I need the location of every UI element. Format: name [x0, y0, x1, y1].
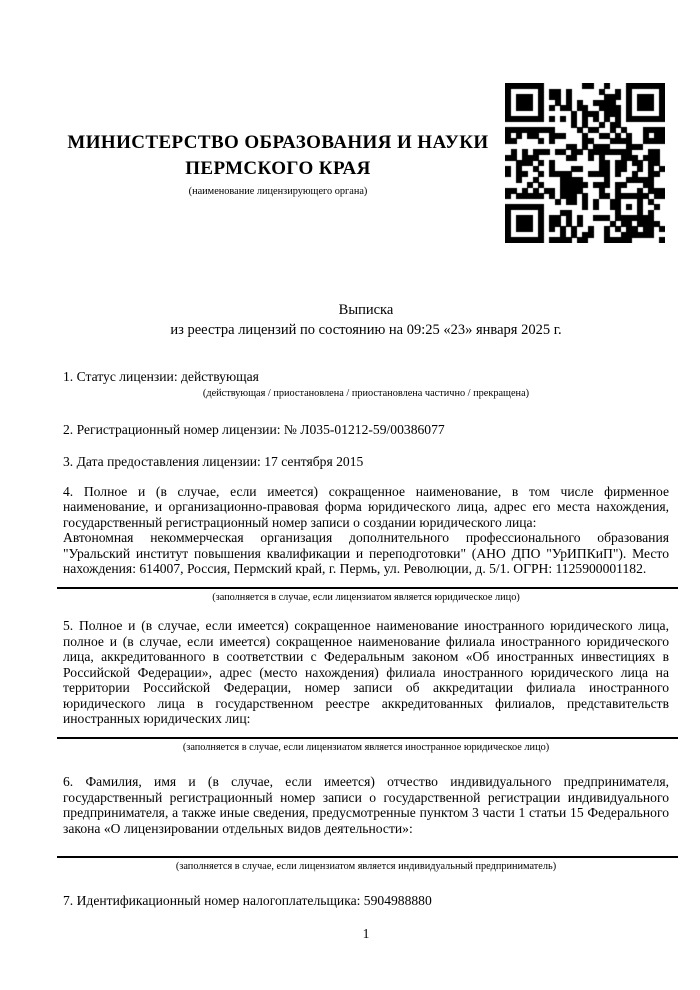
ministry-header: [40, 130, 516, 198]
document-title-line1: Выписка: [338, 302, 394, 318]
ministry-name-line2: ПЕРМСКОГО КРАЯ: [185, 158, 371, 179]
qr-code-icon: [505, 83, 665, 243]
license-status-line: 1. Статус лицензии: действующая: [63, 368, 259, 384]
page-number: 1: [362, 926, 370, 941]
foreign-entity-caption: (заполняется в случае, если лицензиатом является иностранное юридическое лицо): [182, 741, 550, 753]
license-grant-date-line: 3. Дата предоставления лицензии: 17 сентября 2015: [63, 453, 364, 469]
document-title-line2: из реестра лицензий по состоянию на 09:25 «23» января 2025 г.: [170, 321, 562, 338]
entrepreneur-section: 6. Фамилия, имя и (в случае, если имеется) отчество индивидуального предпринимателя, государственный регистрационный номер записи о государственной регистрации индивидуального предпринимателя, а также иные сведения, предусмотренные пунктом 3 части 1 статьи 15 Федерального закона «О лицензировании отдельных видов деятельности»:: [63, 774, 669, 836]
fill-in-line-legal-entity: [57, 587, 678, 589]
document-title: [63, 301, 669, 340]
legal-entity-value: Автономная некоммерческая организация дополнительного профессионального образования "Уральский институт повышения квалификации и переподготовки" (АНО ДПО "УрИПКиП"). Место нахождения: 614007, Россия, Пермский край, г. Пермь, ул. Революции, д. 5/1. ОГРН: 1125900001182.: [63, 530, 669, 577]
fill-in-line-foreign-entity: [57, 737, 678, 739]
ministry-caption: (наименование лицензирующего органа): [188, 186, 368, 197]
ministry-name-line1: МИНИСТЕРСТВО ОБРАЗОВАНИЯ И НАУКИ: [67, 132, 489, 153]
entrepreneur-caption: (заполняется в случае, если лицензиатом является индивидуальный предприниматель): [175, 860, 557, 872]
legal-entity-caption: (заполняется в случае, если лицензиатом является юридическое лицо): [212, 591, 520, 603]
fill-in-line-entrepreneur: [57, 856, 678, 858]
registration-number-line: 2. Регистрационный номер лицензии: № Л035-01212-59/00386077: [63, 421, 445, 437]
foreign-entity-section: 5. Полное и (в случае, если имеется) сокращенное наименование иностранного юридического лица, полное и (в случае, если имеется) сокращенное наименование филиала иностранного юридического лица, аккредитованного в соответствии с Федеральным законом «Об иностранных инвестициях в Российской Федерации», адрес (место нахождения) филиала иностранного юридического лица на территории Российской Федерации, номер записи об аккредитации филиала иностранного юридического лица в государственном реестре аккредитованных филиалов, представительств иностранных юридических лиц:: [63, 618, 669, 727]
legal-entity-statutory-text: 4. Полное и (в случае, если имеется) сокращенное наименование, в том числе фирменное наименование, и организационно-правовая форма юридического лица, адрес его места нахождения, государственный регистрационный номер записи о создании юридического лица:: [63, 483, 669, 530]
legal-entity-section: [63, 484, 669, 577]
taxpayer-id-line: 7. Идентификационный номер налогоплательщика: 5904988880: [63, 892, 432, 908]
license-status-caption: (действующая / приостановлена / приостановлена частично / прекращена): [202, 388, 530, 399]
